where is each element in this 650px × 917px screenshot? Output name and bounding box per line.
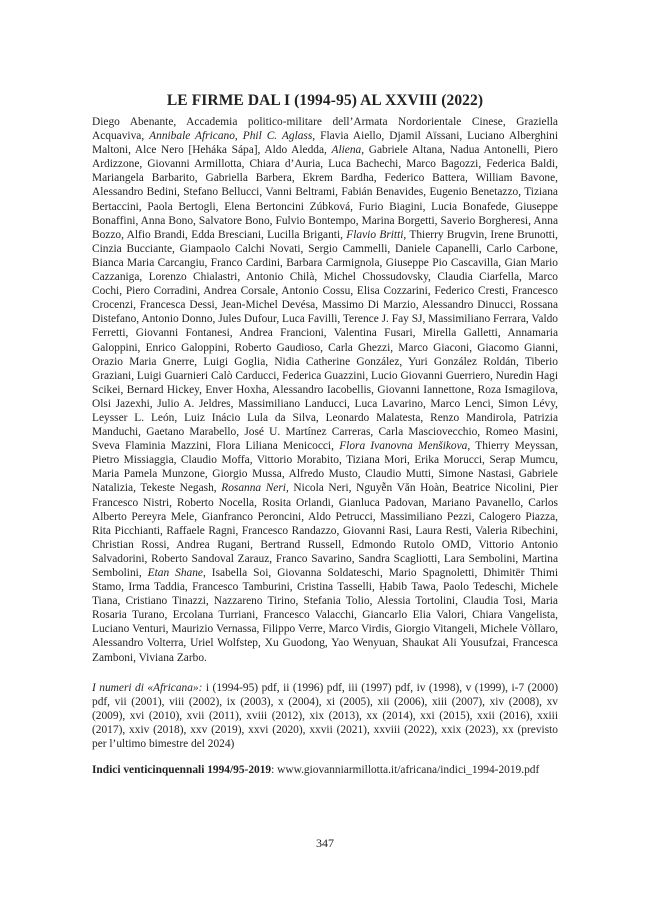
indici-link[interactable]: : www.giovanniarmillotta.it/africana/indici_1994-2019.pdf [271, 764, 540, 777]
contributors-list [92, 115, 558, 665]
issues-lead: I numeri di «Africana»: [92, 681, 203, 694]
contributor-italic: Aliena [331, 144, 362, 157]
contributor-italic: Flora Ivanovna Menšikova [339, 440, 468, 453]
contributor-text: , Isabella Soi, Giovanna Soldateschi, Mario Spagnoletti, Dhimitër Thimi Stamo, Irma Taddia, Francesco Tamburini, Cristina Tasselli, Ḥabib Tawa, Paolo Tedeschi, Michele Tiana, Cristiano Tinazzi, Nazzareno Tirino, Stefania Tolio, Alessia Tortolini, Claudia Tosi, Maria Rosaria Turano, Ercolana Turriani, Francesco Valacchi, Giancarlo Elia Valori, Chiara Vangelista, Luciano Venturi, Maurizio Vernassa, Filippo Verre, Marco Virdis, Giorgio Vitangeli, Michele Vòllaro, Alessandro Volterra, Uriel Wolfstep, Xu Guodong, Yao Wenyuan, Shaukat Ali Yousufzai, Francesca Zamboni, Viviana Zarbo. [92, 567, 559, 664]
page-number: 347 [316, 836, 334, 850]
contributor-text: , Nicola Neri, Nguyễn Văn Hoàn, Beatrice Nicolini, Pier Francesco Nistri, Roberto Nocella, Rosita Orlandi, Gianluca Padovan, Mariano Pavanello, Carlos Alberto Pereyra Mele, Gianfranco Peroncini, Aldo Petrucci, Massimiliano Pezzi, Calogero Piazza, Rita Picchianti, Raffaele Ragni, Francesco Randazzo, Giovanni Rasi, Laura Resti, Valeria Ribechini, Christian Rossi, Andrea Rugani, Bertrand Russell, Edmondo Rutolo OMD, Vittorio Antonio Salvadorini, Roberto Sandoval Zarauz, Franco Savarino, Sandra Scagliotti, Lara Sembolini, Martina Sembolini, [92, 482, 558, 579]
page-title: LE FIRME DAL I (1994-95) AL XXVIII (2022) [166, 92, 484, 109]
contributor-text: Diego Abenante, Accademia politico-militare dell’Armata Nordorientale Cinese, Graziella Acquaviva, [92, 116, 558, 143]
contributor-text: , Thierry Meyssan, Pietro Missiaggia, Claudio Moffa, Vittorio Morabito, Tiziana Mori, Erika Morucci, Serap Mumcu, Maria Pamela Munzone, Giorgio Mussa, Alfredo Musto, Claudio Mutti, Simone Nastasi, Gabriele Natalizia, Tekeste Negash, [92, 440, 558, 495]
contributor-italic: Rosanna Neri [221, 482, 286, 495]
indici-note [92, 763, 558, 777]
issues-text: i (1994-95) pdf, ii (1996) pdf, iii (1997) pdf, iv (1998), v (1999), i-7 (2000) pdf, vii (2001), viii (2002), ix (2003), x (2004), xi (2005), xii (2006), xiii (2007), xiv (2008), xv (2009), xvi (2010), xvii (2011), xviii (2012), xix (2013), xx (2014), xxi (2015), xxii (2016), xxiii (2017), xxiv (2018), xxv (2019), xxvi (2020), xxvii (2021), xxviii (2022), xxix (2023), xx (previsto per l’ultimo bimestre del 2024) [92, 681, 559, 751]
indici-label: Indici venticinquennali 1994/95-2019 [92, 764, 272, 777]
contributor-text: , Thierry Brugvin, Irene Brunotti, Cinzia Bucciante, Giampaolo Calchi Novati, Sergio Cammelli, Daniele Capanelli, Carlo Carbone, Bianca Maria Carcangiu, Franco Cardini, Barbara Carmignola, Giuseppe Pio Cascavilla, Gian Mario Cazzaniga, Lorenzo Chialastri, Antonio Chilà, Michel Chossudovsky, Claudia Ciarfella, Marco Cochi, Piero Corradini, Andrea Corsale, Antonio Cossu, Elisa Cozzarini, Federico Cresti, Francesco Crocenzi, Francesca Dessi, Jean-Michel Devésa, Massimo Di Marzio, Alessandro Dinucci, Rossana Distefano, Antonio Donno, Jules Dufour, Luca Favilli, Terence J. Fay SJ, Massimiliano Ferrara, Valdo Ferretti, Giovanni Fontanesi, Andrea Francioni, Valentina Fusari, Mirella Galletti, Annamaria Galoppini, Enrico Galoppini, Roberto Gaudioso, Carla Ghezzi, Marco Giaconi, Giacomo Gianni, Orazio Maria Gnerre, Luigi Goglia, Nidia Catherine González, Yuri González Roldán, Tiberio Graziani, Luigi Guarnieri Calò Carducci, Federica Guazzini, Lucio Giovanni Guerriero, Nuredin Hagi Scikei, Bernard Hickey, Enver Hoxha, Alessandro Iacobellis, Giovanni Iannettone, Roza Ismagilova, Olsi Jazexhi, Julio A. Jeldres, Massimiliano Landucci, Luca Lavarino, Marco Lenci, Simon Lévy, Leysser L. León, Luiz Inácio Lula da Silva, Leonardo Malatesta, Renzo Mandirola, Patrizia Manduchi, Gaetano Marabello, José U. Martínez Carreras, Carla Masciovecchio, Romeo Masini, Sveva Flaminia Mazzini, Flora Liliana Menicocci, [92, 228, 558, 453]
issues-list [92, 681, 558, 751]
page-body [92, 92, 558, 777]
contributor-text: , [234, 130, 243, 143]
contributor-italic: Phil C. Aglass [242, 130, 313, 143]
contributor-italic: Annibale Africano [149, 130, 235, 143]
contributor-italic: Etan Shane [147, 567, 203, 579]
contributor-text: , Gabriele Altana, Nadua Antonelli, Piero Ardizzone, Giovanni Armillotta, Chiara d’Auria, Luca Bachechi, Marco Bagozzi, Federica Baldi, Mariangela Barbarito, Gabriella Barbera, Ekrem Bardha, Federico Battera, William Bavone, Alessandro Bedini, Stefano Bellucci, Vanni Beltrami, Fabián Benavides, Eugenio Benetazzo, Tiziana Bertaccini, Paola Bertogli, Elena Bertoncini Zúbková, Furio Biagini, Lucia Bonafede, Giuseppe Bonaffini, Anna Bono, Salvatore Bono, Fulvio Bontempo, Marina Borgetti, Saverio Borgheresi, Anna Bozzo, Alfio Brandi, Edda Bresciani, Lucilla Briganti, [92, 144, 558, 241]
contributor-italic: Flavio Britti [346, 228, 404, 241]
contributor-text: , Flavia Aiello, Djamil Aïssani, Luciano Alberghini Maltoni, Alce Nero [Heháka Sápa], Aldo Aledda, [92, 130, 558, 157]
